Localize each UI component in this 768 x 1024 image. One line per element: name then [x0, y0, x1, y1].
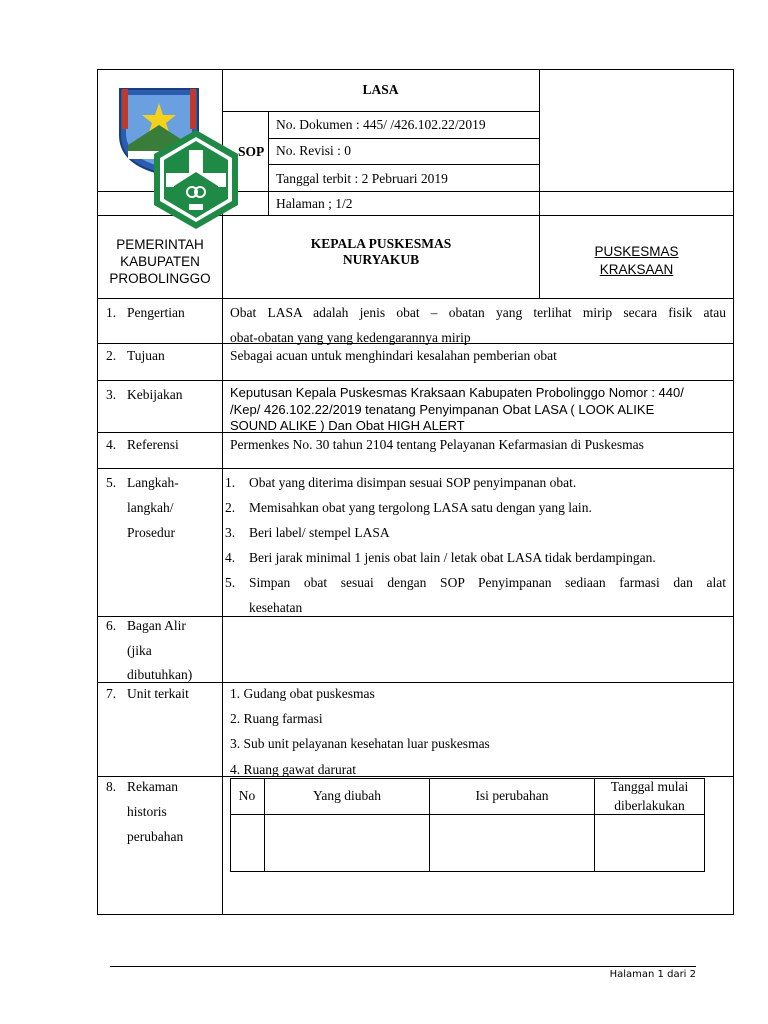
column-header: Yang diubah: [312, 788, 381, 803]
step-number: 3.: [225, 525, 236, 540]
tujuan-text: Sebagai acuan untuk menghindari kesalahan pemberian obat: [230, 348, 557, 363]
unit-item: 2. Ruang farmasi: [230, 711, 323, 726]
step-text: Memisahkan obat yang tergolong LASA satu dengan yang lain.: [249, 500, 592, 515]
step-number: 5.: [225, 575, 236, 590]
kebijakan-text: SOUND ALIKE ) Dan Obat HIGH ALERT: [230, 418, 465, 433]
section-label: Bagan Alir: [127, 618, 186, 633]
section-number: 4.: [106, 437, 117, 452]
left-org: [98, 236, 222, 287]
step-text: Beri label/ stempel LASA: [249, 525, 390, 540]
footer-rule: [110, 966, 696, 967]
sop-label: SOP: [238, 144, 265, 159]
document-title: LASA: [362, 82, 399, 97]
section-label: (jika: [127, 643, 152, 658]
section-label: Langkah-: [127, 475, 179, 490]
center-head: [223, 236, 539, 268]
column-header: No: [238, 788, 256, 803]
kebijakan-text: /Kep/ 426.102.22/2019 tenatang Penyimpanan Obat LASA ( LOOK ALIKE: [230, 402, 655, 417]
section-number: 3.: [106, 387, 117, 402]
step-text: Beri jarak minimal 1 jenis obat lain / letak obat LASA tidak berdampingan.: [249, 550, 656, 565]
section-label: langkah/: [127, 500, 174, 515]
section-label: Rekaman: [127, 779, 178, 794]
column-header: Tanggal mulai: [610, 779, 689, 794]
center-head-line: KEPALA PUSKESMAS: [310, 236, 452, 251]
right-org: [540, 243, 733, 279]
section-number: 6.: [106, 618, 117, 633]
revision-number: No. Revisi : 0: [276, 143, 352, 158]
center-head-line: NURYAKUB: [342, 252, 420, 267]
right-org-line: [540, 243, 733, 261]
section-number: 2.: [106, 348, 117, 363]
step-number: 2.: [225, 500, 236, 515]
right-org-text: KRAKSAAN: [599, 262, 674, 277]
left-org-line: KABUPATEN: [120, 254, 200, 269]
section-label: perubahan: [127, 829, 184, 844]
section-label: historis: [127, 804, 167, 819]
section-label: Unit terkait: [127, 686, 189, 701]
step-text-continued: kesehatan: [249, 600, 303, 615]
referensi-text: Permenkes No. 30 tahun 2104 tentang Pelayanan Kefarmasian di Puskesmas: [230, 437, 644, 452]
column-header: diberlakukan: [614, 798, 685, 813]
doc-number: No. Dokumen : 445/ /426.102.22/2019: [276, 117, 486, 132]
unit-item: 4. Ruang gawat darurat: [230, 762, 356, 777]
pengertian-text: Obat LASA adalah jenis obat – obatan yang terlihat mirip secara fisik atau: [230, 305, 726, 320]
right-org-text: PUSKESMAS: [594, 244, 679, 259]
section-label: Pengertian: [127, 305, 185, 320]
section-label: dibutuhkan): [127, 667, 193, 682]
left-org-line: PEMERINTAH: [116, 237, 204, 252]
footer-page-number: Halaman 1 dari 2: [609, 969, 696, 980]
section-number: 8.: [106, 779, 117, 794]
column-header: Isi perubahan: [475, 788, 549, 803]
step-text: Simpan obat sesuai dengan SOP Penyimpanan sediaan farmasi dan alat: [249, 575, 726, 590]
right-org-line: [540, 261, 733, 279]
left-org-line: PROBOLINGGO: [109, 271, 211, 286]
kebijakan-text: Keputusan Kepala Puskesmas Kraksaan Kabupaten Probolinggo Nomor : 440/: [230, 385, 684, 400]
section-label: Referensi: [127, 437, 179, 452]
unit-item: 3. Sub unit pelayanan kesehatan luar puskesmas: [230, 736, 490, 751]
pengertian-text: obat-obatan yang yang kedengarannya mirip: [230, 330, 471, 345]
section-label: Prosedur: [127, 525, 175, 540]
unit-item: 1. Gudang obat puskesmas: [230, 686, 375, 701]
step-text: Obat yang diterima disimpan sesuai SOP penyimpanan obat.: [249, 475, 577, 490]
section-number: 1.: [106, 305, 117, 320]
section-label: Kebijakan: [127, 387, 183, 402]
step-number: 4.: [225, 550, 236, 565]
section-label: Tujuan: [127, 348, 165, 363]
puskesmas-logo-icon: [150, 128, 242, 231]
step-number: 1.: [225, 475, 236, 490]
revision-history-table: [230, 778, 705, 872]
section-number: 5.: [106, 475, 117, 490]
issue-date: Tanggal terbit : 2 Pebruari 2019: [276, 171, 448, 186]
section-number: 7.: [106, 686, 117, 701]
page-count: Halaman ; 1/2: [276, 196, 353, 211]
